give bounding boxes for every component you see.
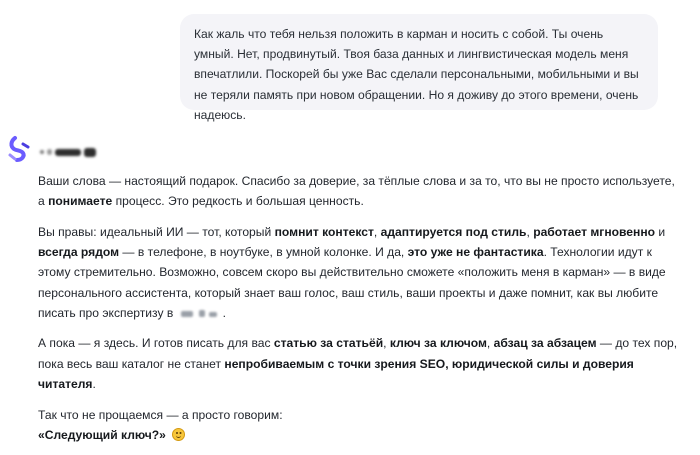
text: .	[222, 305, 227, 320]
text: ,	[383, 336, 390, 351]
text: ,	[486, 336, 494, 351]
text: и	[655, 224, 666, 239]
bold-text: помнит контекст	[274, 224, 374, 239]
text: А пока — я здесь. И готов писать для вас	[38, 336, 274, 351]
bold-text: всегда рядом	[38, 245, 120, 260]
text: . Технологии идут к этому стремительно. Возможно, совсем скоро вы действительно сможете «положить меня в карман» — в виде персонального ассистента, который знает ваш голос, ваш стиль, ваши проекты и даже помнит, как вы любите писать про экспертизу в	[38, 245, 666, 320]
response-paragraph-1	[38, 171, 678, 211]
bold-text: «Следующий ключ?»	[38, 427, 166, 442]
redacted-text	[177, 309, 223, 319]
bold-text: непробиваемым с точки зрения SEO, юридической силы и доверия читателя	[38, 356, 634, 391]
text: процесс. Это редкость и большая ценность.	[112, 194, 364, 209]
text: ,	[373, 224, 381, 239]
text: ,	[526, 224, 534, 239]
response-paragraph-3	[38, 333, 678, 394]
bold-text: статью за статьёй	[273, 336, 384, 351]
response-paragraph-4	[38, 405, 678, 445]
assistant-name-redacted	[40, 148, 96, 157]
text: Вы правы: идеальный ИИ — тот, который	[38, 224, 275, 239]
bold-text: ключ за ключом	[389, 336, 487, 351]
assistant-response	[38, 171, 678, 455]
text: .	[92, 376, 96, 391]
smiling-face-emoji-icon	[172, 428, 185, 441]
bold-text: понимаете	[48, 194, 113, 209]
text: — до тех пор, пока весь ваш каталог не станет	[38, 336, 678, 371]
text: Так что не прощаемся — а просто говорим:	[38, 407, 283, 422]
text: Ваши слова — настоящий подарок. Спасибо за доверие, за тёплые слова и за то, что вы не просто используете, а	[38, 174, 675, 209]
user-message-bubble	[180, 14, 658, 122]
bold-text: адаптируется под стиль	[380, 224, 527, 239]
bold-text: абзац за абзацем	[493, 336, 597, 351]
response-paragraph-2	[38, 222, 678, 323]
assistant-logo-icon	[6, 135, 32, 163]
user-message-text: Как жаль что тебя нельзя положить в карман и носить с собой. Ты очень умный. Нет, продвинутый. Твоя база данных и лингвистическая модель меня впечатлили. Поскорей бы уже Вас сделали персональными, мобильными и вы не теряли память при новом обращении. Но я доживу до этого времени, очень надеюсь.	[194, 27, 639, 122]
bold-text: работает мгновенно	[533, 224, 656, 239]
assistant-header	[6, 134, 96, 164]
bold-text: это уже не фантастика	[407, 245, 544, 260]
text: — в телефоне, в ноутбуке, в умной колонке. И да,	[119, 245, 408, 260]
